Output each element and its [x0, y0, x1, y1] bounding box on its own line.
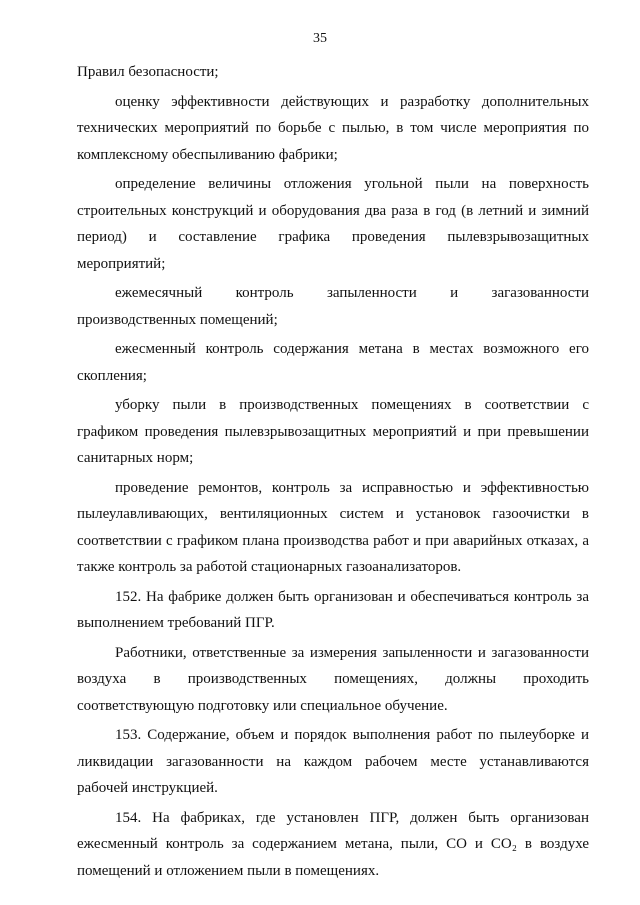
paragraph-monthly-control: ежемесячный контроль запыленности и загазованности производственных помещений; [77, 285, 589, 328]
document-body [77, 59, 589, 887]
paragraph-clause-152: 152. На фабрике должен быть организован и обеспечиваться контроль за выполнением требований ПГР. [77, 588, 589, 631]
page-number: 35 [313, 31, 327, 46]
paragraph-clause-153: 153. Содержание, объем и порядок выполнения работ по пылеуборке и ликвидации загазованности на каждом рабочем месте устанавливаются рабочей инструкцией. [77, 727, 589, 796]
paragraph-dust-measures: оценку эффективности действующих и разработку дополнительных технических мероприятий по борьбе с пылью, в том числе мероприятия по комплексному обеспыливанию фабрики; [77, 93, 589, 163]
paragraph-dust-cleaning: уборку пыли в производственных помещениях в соответствии с графиком проведения пылевзрывозащитных мероприятий и при превышении санитарных норм; [77, 397, 589, 466]
paragraph-repairs-control: проведение ремонтов, контроль за исправностью и эффективностью пылеулавливающих, вентиляционных систем и установок газоочистки в соответствии с графиком плана производства работ и при аварийных отказах, а также контроль за работой стационарных газоанализаторов. [77, 479, 589, 575]
paragraph-dust-deposition: определение величины отложения угольной пыли на поверхность строительных конструкций и оборудования два раза в год (в летний и зимний период) и составление графика проведения пылевзрывозащитных мероприятий; [77, 176, 589, 272]
paragraph-continuation: Правил безопасности; [77, 64, 219, 80]
paragraph-shift-methane-control: ежесменный контроль содержания метана в местах возможного его скопления; [77, 341, 589, 384]
paragraph-clause-154: 154. На фабриках, где установлен ПГР, должен быть организован ежесменный контроль за содержанием метана, пыли, СО и СО₂ в воздухе помещений и отложением пыли в помещениях. [77, 809, 589, 879]
paragraph-workers-training: Работники, ответственные за измерения запыленности и загазованности воздуха в производственных помещениях, должны проходить соответствующую подготовку или специальное обучение. [77, 644, 589, 714]
